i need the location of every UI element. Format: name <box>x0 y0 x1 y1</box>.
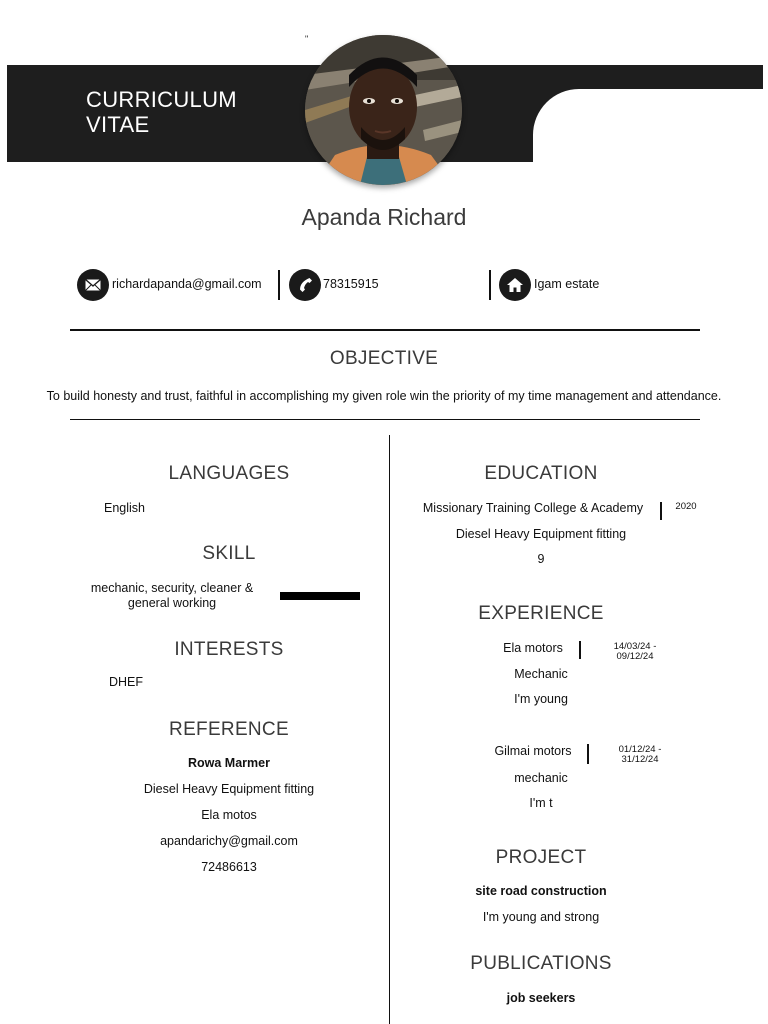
home-icon <box>499 269 531 301</box>
education-grade: 9 <box>537 552 545 566</box>
contact-email: richardapanda@gmail.com <box>112 277 262 291</box>
divider-bottom <box>70 419 700 420</box>
education-school: Missionary Training College & Academy <box>422 501 644 515</box>
contact-address: Igam estate <box>534 277 600 291</box>
project-title: PROJECT <box>495 847 587 868</box>
reference-name: Rowa Marmer <box>188 756 270 770</box>
reference-phone: 72486613 <box>201 860 257 874</box>
full-name: Apanda Richard <box>301 204 467 230</box>
reference-company: Ela motos <box>201 808 257 822</box>
objective-title: OBJECTIVE <box>329 348 439 369</box>
experience-dates-end: 09/12/24 <box>616 651 654 662</box>
contact-divider <box>489 270 491 300</box>
experience-dates-start: 14/03/24 - <box>613 641 657 652</box>
reference-email: apandarichy@gmail.com <box>160 834 298 848</box>
interest-item: DHEF <box>109 675 144 689</box>
reference-title: REFERENCE <box>169 719 289 740</box>
experience-dates <box>605 745 675 765</box>
experience-dates-start: 01/12/24 - <box>618 744 662 755</box>
project-desc: I'm young and strong <box>482 910 600 924</box>
cv-title <box>86 87 237 137</box>
experience-divider <box>579 641 581 659</box>
envelope-icon <box>77 269 109 301</box>
skill-bar-fill <box>280 592 360 600</box>
experience-company: Gilmai motors <box>494 744 572 758</box>
project-name: site road construction <box>475 884 607 898</box>
education-divider <box>660 502 662 520</box>
publications-title: PUBLICATIONS <box>470 953 612 974</box>
experience-role: mechanic <box>514 771 568 785</box>
cv-title-line2: VITAE <box>86 112 150 137</box>
cv-title-line1: CURRICULUM <box>86 87 237 112</box>
education-course: Diesel Heavy Equipment fitting <box>455 527 627 541</box>
skill-text <box>80 581 264 611</box>
skill-title: SKILL <box>202 543 256 564</box>
skill-bar-track <box>280 592 360 600</box>
skill-text-line1: mechanic, security, cleaner & <box>90 581 254 595</box>
divider-top <box>70 329 700 331</box>
quote-mark: " <box>305 34 309 44</box>
languages-title: LANGUAGES <box>168 463 290 484</box>
banner-notch <box>533 89 768 169</box>
education-year: 2020 <box>675 501 697 512</box>
experience-title: EXPERIENCE <box>478 603 604 624</box>
publication-name: job seekers <box>506 991 576 1005</box>
education-title: EDUCATION <box>484 463 598 484</box>
experience-dates-end: 31/12/24 <box>621 754 659 765</box>
experience-role: Mechanic <box>514 667 568 681</box>
contact-phone: 78315915 <box>323 277 379 291</box>
profile-photo-image <box>305 35 462 185</box>
experience-desc: I'm young <box>514 692 568 706</box>
interests-title: INTERESTS <box>174 639 284 660</box>
experience-dates <box>600 642 670 662</box>
column-divider <box>389 435 390 1024</box>
skill-text-line2: general working <box>127 596 217 610</box>
profile-photo <box>305 35 462 185</box>
objective-text: To build honesty and trust, faithful in accomplishing my given role win the priority of my time management and attendance. <box>46 389 722 403</box>
experience-company: Ela motors <box>503 641 563 655</box>
experience-desc: I'm t <box>529 796 553 810</box>
contact-divider <box>278 270 280 300</box>
phone-icon <box>289 269 321 301</box>
experience-divider <box>587 744 589 764</box>
language-item: English <box>104 501 145 515</box>
reference-role: Diesel Heavy Equipment fitting <box>143 782 315 796</box>
